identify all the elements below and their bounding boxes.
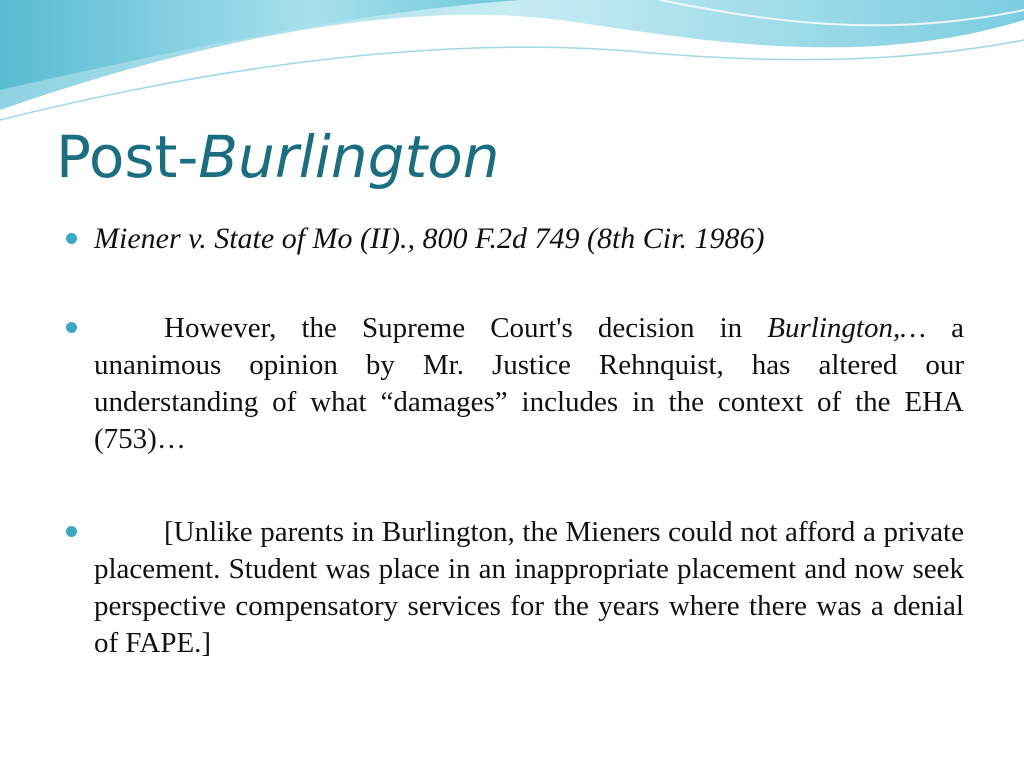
bullet-dot-icon [66, 233, 77, 244]
decision-lead-text: However, the Supreme Court's decision in [164, 312, 768, 344]
decision-case-name: Burlington,… [767, 312, 927, 344]
bullet-mieners-note [66, 514, 964, 662]
bullet-dot-icon [66, 526, 77, 537]
title-emphasis: Burlington [198, 123, 500, 191]
case-citation-text: Miener v. State of Mo (II)., 800 F.2d 749 (8th Cir. 1986) [94, 222, 765, 255]
header-wave-decoration [0, 0, 1024, 130]
bullet-list [66, 220, 964, 662]
slide-title [56, 123, 500, 191]
bullet-case-citation [66, 220, 964, 258]
bullet-dot-icon [66, 322, 77, 333]
bullet-burlington-decision [66, 310, 964, 458]
decision-rest-text: a unanimous opinion by Mr. Justice Rehnquist, has altered our understanding of what “damages” includes in the context of the EHA (753)… [94, 312, 964, 455]
title-prefix: Post- [56, 123, 199, 191]
mieners-note-text: [Unlike parents in Burlington, the Mieners could not afford a private placement. Student was place in an inappropriate placement and now seek perspective compensatory services for the years where there was a denial of FAPE.] [94, 516, 964, 659]
